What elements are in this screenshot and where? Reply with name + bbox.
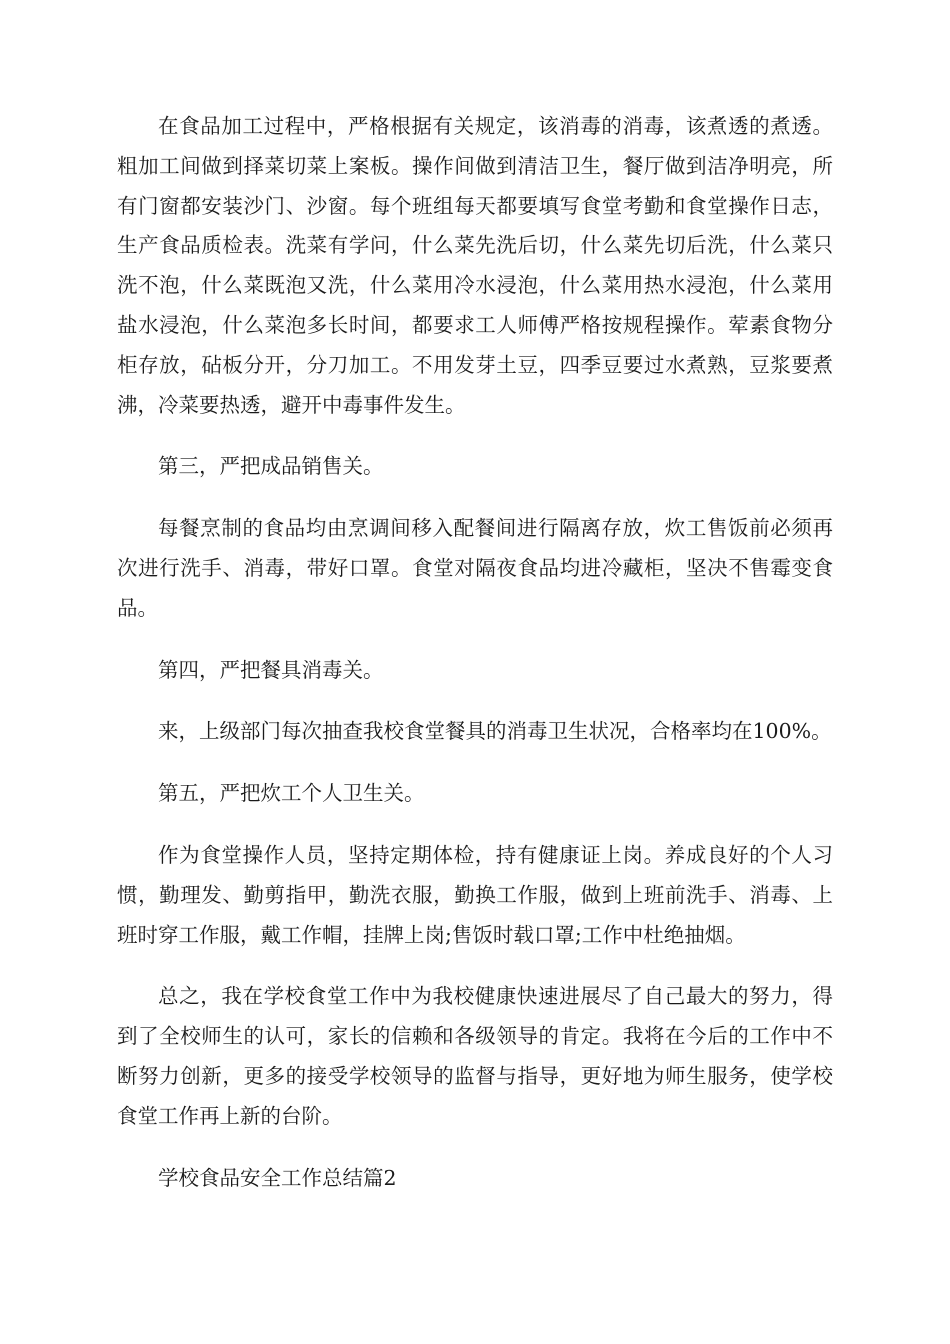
section-title-part-2: 学校食品安全工作总结篇2 <box>158 1165 397 1190</box>
document-body <box>117 107 833 1220</box>
heading-third-product-sales: 第三，严把成品销售关。 <box>158 454 384 479</box>
heading-fifth-personal-hygiene: 第五，严把炊工个人卫生关。 <box>158 781 425 806</box>
paragraph-inspection-pass-rate: 来，上级部门每次抽查我校食堂餐具的消毒卫生状况，合格率均在100%。 <box>158 719 832 744</box>
paragraph-meal-storage: 每餐烹制的食品均由烹调间移入配餐间进行隔离存放，炊工售饭前必须再次进行洗手、消毒，带好口罩。食堂对隔夜食品均进冷藏柜，坚决不售霉变食品。 <box>117 516 833 620</box>
paragraph-food-processing: 在食品加工过程中，严格根据有关规定，该消毒的消毒，该煮透的煮透。粗加工间做到择菜切菜上案板。操作间做到清洁卫生，餐厅做到洁净明亮，所有门窗都安装沙门、沙窗。每个班组每天都要填写食堂考勤和食堂操作日志，生产食品质检表。洗菜有学问，什么菜先洗后切，什么菜先切后洗，什么菜只洗不泡，什么菜既泡又洗，什么菜用冷水浸泡，什么菜用热水浸泡，什么菜用盐水浸泡，什么菜泡多长时间，都要求工人师傅严格按规程操作。荤素食物分柜存放，砧板分开，分刀加工。不用发芽土豆，四季豆要过水煮熟，豆浆要煮沸，冷菜要热透，避开中毒事件发生。 <box>117 114 833 417</box>
paragraph-staff-hygiene: 作为食堂操作人员，坚持定期体检，持有健康证上岗。养成良好的个人习惯，勤理发、勤剪指甲，勤洗衣服，勤换工作服，做到上班前洗手、消毒、上班时穿工作服，戴工作帽，挂牌上岗;售饭时载口罩;工作中杜绝抽烟。 <box>117 842 833 947</box>
paragraph-summary: 总之，我在学校食堂工作中为我校健康快速进展尽了自己最大的努力，得到了全校师生的认可，家长的信赖和各级领导的肯定。我将在今后的工作中不断努力创新，更多的接受学校领导的监督与指导，更好地为师生服务，使学校食堂工作再上新的台阶。 <box>117 984 833 1128</box>
heading-fourth-tableware-disinfection: 第四，严把餐具消毒关。 <box>158 657 384 682</box>
